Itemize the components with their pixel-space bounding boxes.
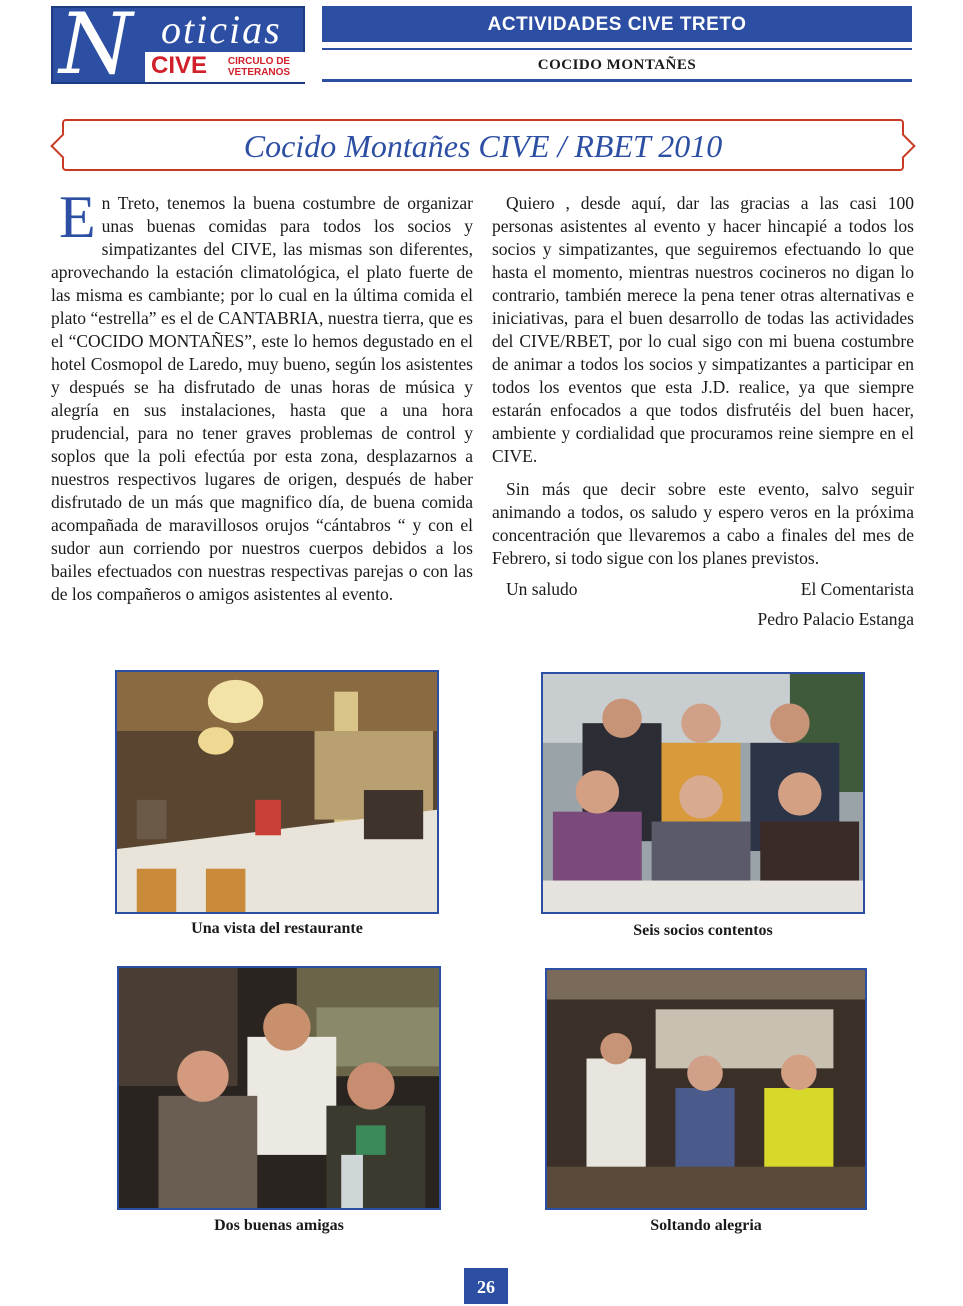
logo-initial: N — [59, 0, 133, 93]
photo-six-members — [541, 672, 865, 914]
newsletter-logo — [51, 0, 305, 93]
signature-row — [492, 578, 914, 602]
logo-subtitle: CIRCULO DE VETERANOS — [227, 56, 291, 78]
right-paragraph-2: Sin más que decir sobre este evento, salvo seguir animando a todos, os saludo y espero veros en la próxima concentración que llevaremos a cabo a finales del mes de Febrero, si todo sigue con los planes previstos. — [492, 479, 914, 568]
photo-dancing — [545, 968, 867, 1210]
drop-cap: E — [59, 184, 96, 250]
section-subheading: COCIDO MONTAÑES — [322, 48, 912, 82]
article-title: Cocido Montañes CIVE / RBET 2010 — [243, 128, 723, 164]
photo-caption: Seis socios contentos — [633, 922, 773, 939]
photo-two-friends — [117, 966, 441, 1210]
page-number: 26 — [464, 1268, 508, 1304]
author-name: Pedro Palacio Estanga — [757, 609, 914, 629]
logo-word: oticias — [161, 7, 282, 52]
logo-cive: CIVE — [151, 52, 208, 79]
left-paragraph — [51, 184, 473, 606]
photo-caption: Dos buenas amigas — [214, 1217, 344, 1234]
section-heading: ACTIVIDADES CIVE TRETO — [322, 6, 912, 42]
left-paragraph-text: n Treto, tenemos la buena costumbre de organizar unas buenas comidas para todos los socios y simpatizantes del CIVE, las mismas son diferentes, aprovechando la estación climatológica, el plato fuerte de las misma es cambiante; por lo cual en la última comida el plato “estrella” es el de CANTABRIA, nuestra tierra, que es el “COCIDO MONTAÑES”, este lo hemos degustado en el hotel Cosmopol de Laredo, muy bueno, según los asistentes y después se ha disfrutado de unas horas de música y alegría en sus instalaciones, hasta que a una hora prudencial, para no tener graves problemas de control y soplos que la poli efectúa por esta zona, desplazarnos a nuestros respectivos lugares de origen, después de haber disfrutado de un más que magnifico día, de buena comida acompañada de maravillosos orujos “cántabros “ y con el sudor aun corriendo por nuestros cuerpos debidos a los bailes efectuados con nuestras respectivas parejas o con las de los compañeros o amigos asistentes al evento. — [51, 193, 473, 604]
photo-restaurant — [115, 670, 439, 914]
photo-caption: Soltando alegria — [650, 1217, 762, 1234]
photo-caption: Una vista del restaurante — [191, 920, 363, 937]
article-column-left — [51, 184, 473, 606]
right-paragraph-1: Quiero , desde aquí, dar las gracias a las casi 100 personas asistentes al evento y hacer hincapié a todos los socios y simpatizantes, que seguiremos efectuando lo que hasta el momento, mientras nuestros cocineros no digan lo contrario, también merece la pena tener otras alternativas e iniciativas, para el buen desarrollo de todas las actividades del CIVE/RBET, por lo cual sigo con mi buena costumbre de animar a todos los socios y simpatizantes a participar en todos los eventos que esta J.D. realice, ya que siempre estarán enfocados a que todos disfrutéis del buen hacer, ambiente y cordialidad que procuramos reine siempre en el CIVE. — [492, 193, 914, 466]
author-role: El Comentarista — [800, 579, 914, 599]
article-column-right — [492, 192, 914, 631]
greeting: Un saludo — [506, 579, 578, 599]
